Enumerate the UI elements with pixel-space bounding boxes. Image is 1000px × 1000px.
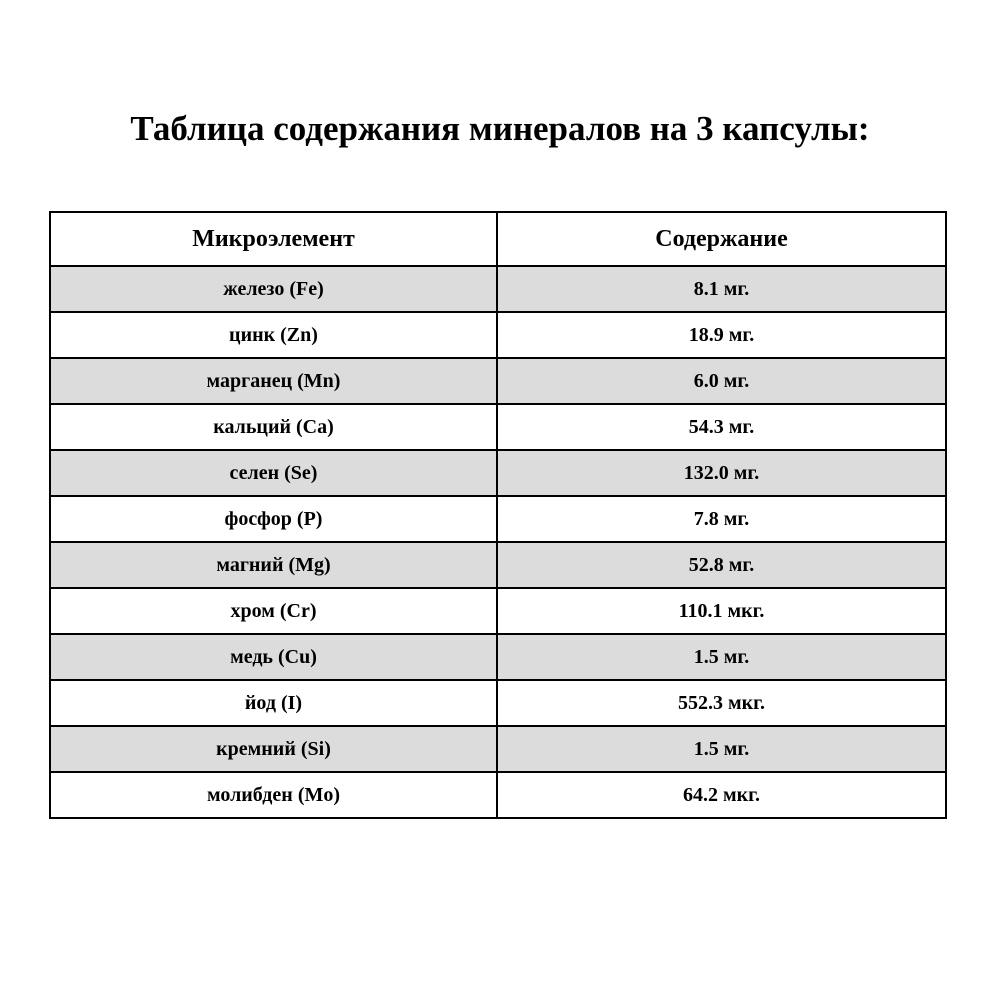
element-cell: молибден (Mo): [50, 772, 497, 818]
content-cell: 64.2 мкг.: [497, 772, 946, 818]
table-row: [50, 266, 946, 312]
table-row: [50, 634, 946, 680]
table-row: [50, 680, 946, 726]
content-cell: 54.3 мг.: [497, 404, 946, 450]
table-row: [50, 496, 946, 542]
element-cell: фосфор (P): [50, 496, 497, 542]
table-row: [50, 404, 946, 450]
table-row: [50, 450, 946, 496]
table-row: [50, 588, 946, 634]
content-cell: 552.3 мкг.: [497, 680, 946, 726]
element-cell: селен (Se): [50, 450, 497, 496]
element-cell: кремний (Si): [50, 726, 497, 772]
column-header-content: Содержание: [497, 212, 946, 266]
content-cell: 18.9 мг.: [497, 312, 946, 358]
content-cell: 6.0 мг.: [497, 358, 946, 404]
element-cell: магний (Mg): [50, 542, 497, 588]
element-cell: йод (I): [50, 680, 497, 726]
element-cell: кальций (Ca): [50, 404, 497, 450]
table-row: [50, 726, 946, 772]
column-header-element: Микроэлемент: [50, 212, 497, 266]
element-cell: цинк (Zn): [50, 312, 497, 358]
table-row: [50, 312, 946, 358]
table-row: [50, 542, 946, 588]
element-cell: медь (Cu): [50, 634, 497, 680]
content-cell: 1.5 мг.: [497, 634, 946, 680]
content-cell: 110.1 мкг.: [497, 588, 946, 634]
table-row: [50, 772, 946, 818]
content-cell: 8.1 мг.: [497, 266, 946, 312]
element-cell: железо (Fe): [50, 266, 497, 312]
table-header-row: [50, 212, 946, 266]
content-cell: 52.8 мг.: [497, 542, 946, 588]
page-title: Таблица содержания минералов на 3 капсулы:: [130, 109, 870, 148]
content-cell: 132.0 мг.: [497, 450, 946, 496]
element-cell: марганец (Mn): [50, 358, 497, 404]
content-cell: 1.5 мг.: [497, 726, 946, 772]
table-row: [50, 358, 946, 404]
minerals-table: [49, 211, 947, 819]
element-cell: хром (Cr): [50, 588, 497, 634]
content-cell: 7.8 мг.: [497, 496, 946, 542]
